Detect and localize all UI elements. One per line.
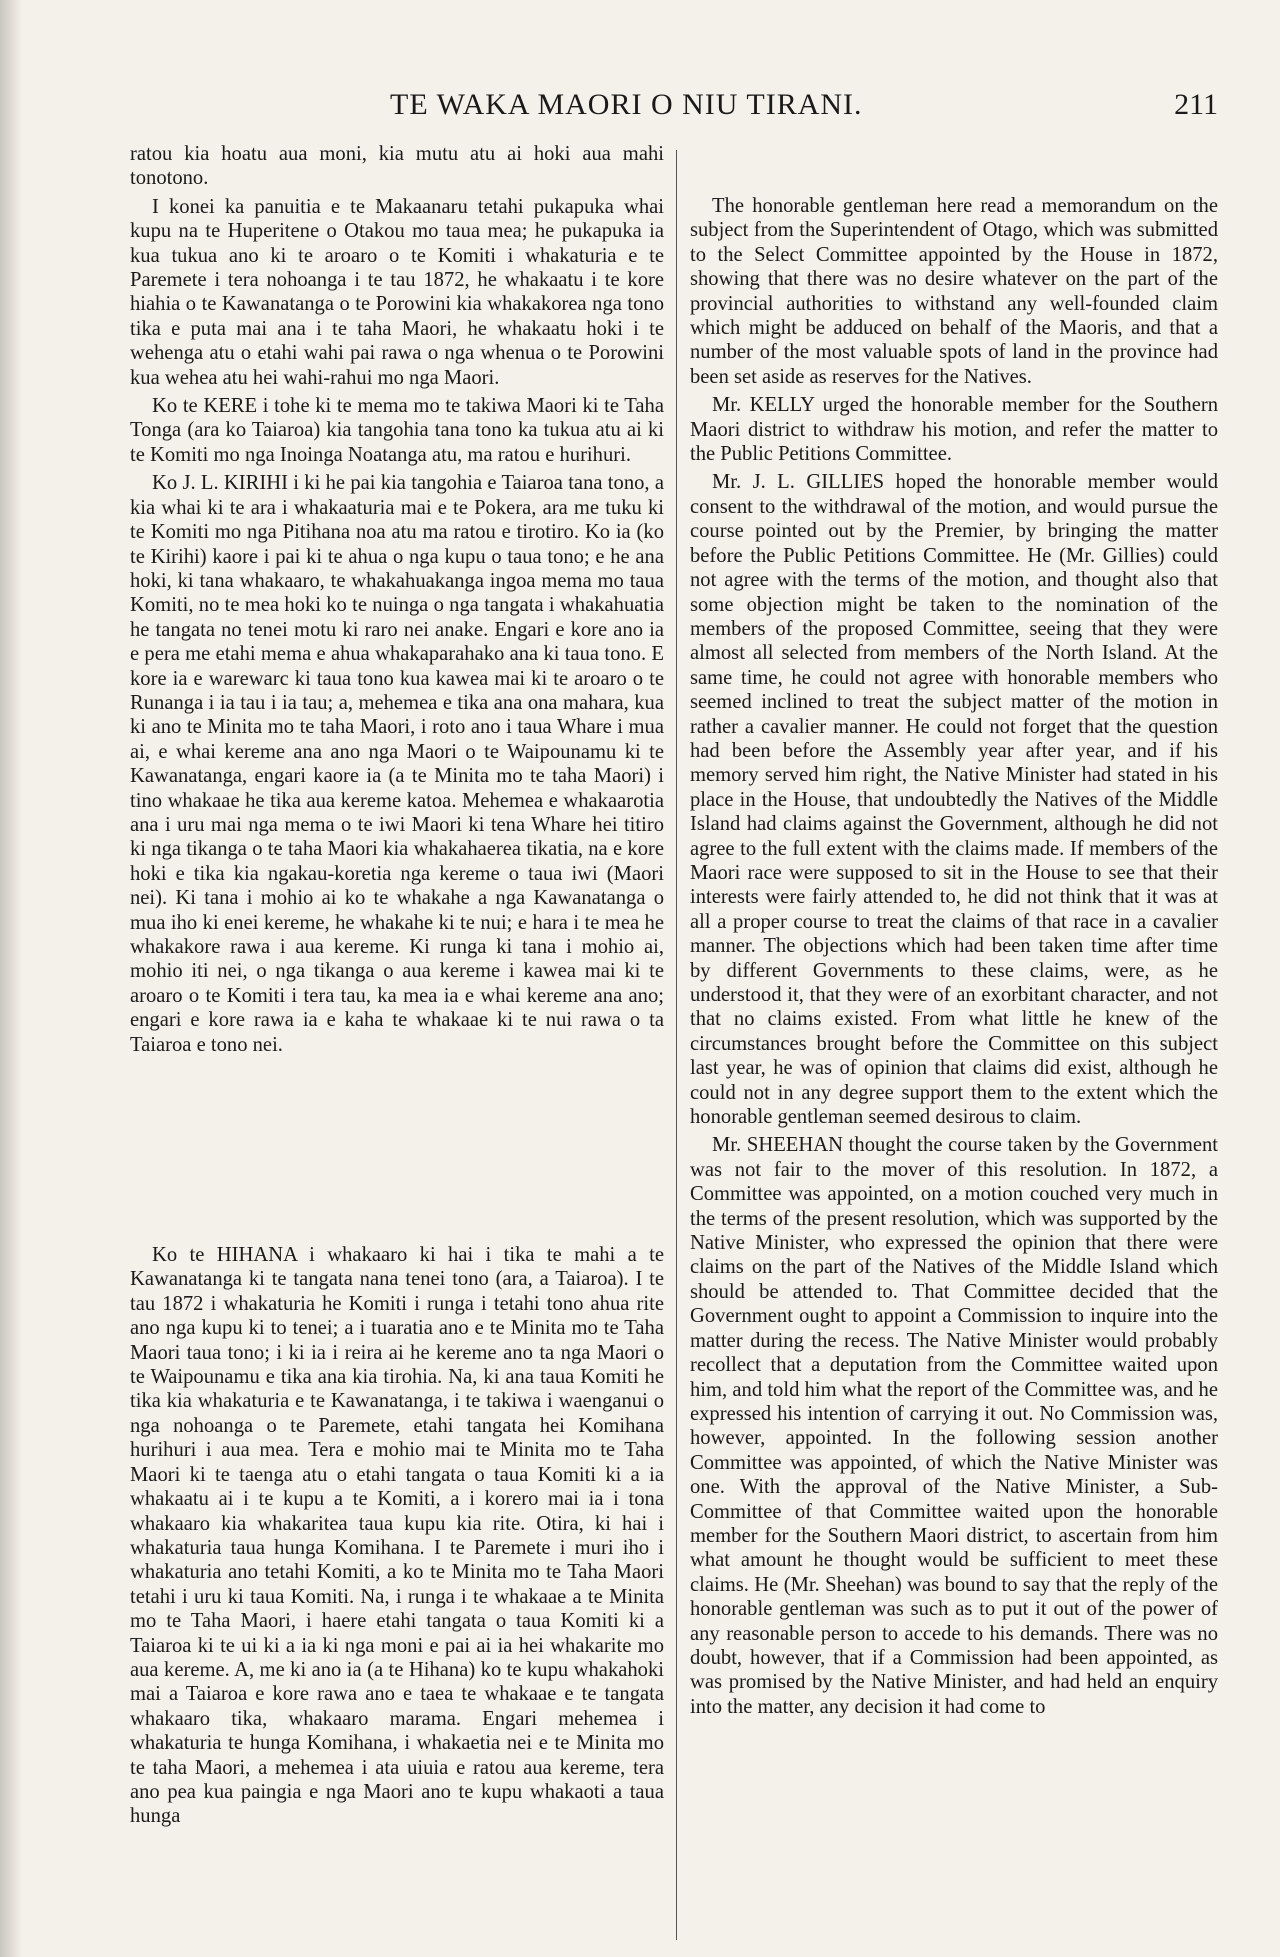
english-paragraph-1: The honorable gentleman here read a memorandum on the subject from the Superintendent of Otago, which was submitted to the Select Committee appointed by the House in 1872, showing that there was no desire whatever on the part of the provincial authorities to withstand any well-founded claim which might be adduced on behalf of the Maoris, and that a number of the most valuable spots of land in the province had been set aside as reserves for the Natives. bbox=[690, 195, 1218, 388]
page-header bbox=[130, 88, 1230, 128]
column-spacer bbox=[690, 142, 1218, 194]
english-paragraph-4: Mr. SHEEHAN thought the course taken by the Government was not fair to the mover of this resolution. In 1872, a Committee was appointed, on a motion couched very much in the terms of the present resolution, which was supported by the Native Minister, who expressed the opinion that there were claims on the part of the Natives of the Middle Island which should be attended to. That Committee decided that the Government ought to appoint a Commission to inquire into the matter during the recess. The Native Minister would probably recollect that a deputation from the Committee waited upon him, and told him what the report of the Committee was, and he expressed his intention of carrying it out. No Commission was, however, appointed. In the following session another Committee was appointed, of which the Native Minister was one. With the approval of the Native Minister, a Sub-Committee of that Committee waited upon the honorable member for the Southern Maori district, to ascertain from him what amount he thought would be sufficient to meet these claims. He (Mr. Sheehan) was bound to say that the reply of the honorable gentleman was such as to put it out of the power of any reasonable person to accede to his demands. There was no doubt, however, that if a Commission had been appointed, as was promised by the Native Minister, and had held an enquiry into the matter, any decision it had come to bbox=[690, 1134, 1218, 1718]
running-title: TE WAKA MAORI O NIU TIRANI. bbox=[390, 88, 863, 121]
english-paragraph-3: Mr. J. L. GILLIES hoped the honorable member would consent to the withdrawal of the motion, and would pursue the course pointed out by the Premier, by bringing the matter before the Public Petitions Committee. He (Mr. Gillies) could not agree with the terms of the motion, and thought also that some objection might be taken to the nomination of the members of the proposed Committee, seeing that they were almost all selected from members of the North Island. At the same time, he could not agree with honorable members who seemed inclined to treat the subject matter of the motion in rather a cavalier manner. He could not forget that the question had been before the Assembly year after year, and if his memory served him right, the Native Minister had stated in his place in the House, that undoubtedly the Natives of the Middle Island had claims against the Government, although he did not agree to the full extent with the claims made. If members of the Maori race were supposed to sit in the House to see that their interests were fairly attended to, he did not think that it was at all a proper course to treat the claims of that race in a cavalier manner. The objections which had been taken time after time by different Governments to these claims, were, as he understood it, that they were of an exorbitant character, and not that no claims existed. From what little he knew of the circumstances brought before the Committee on this subject last year, he was of opinion that claims did exist, although he could not in any degree support them to the extent which the honorable gentleman seemed desirous to claim. bbox=[690, 471, 1218, 1129]
english-text-column bbox=[690, 142, 1218, 1723]
english-paragraph-2: Mr. KELLY urged the honorable member for the Southern Maori district to withdraw his motion, and refer the matter to the Public Petitions Committee. bbox=[690, 394, 1218, 466]
maori-paragraph-4: Ko J. L. KIRIHI i ki he pai kia tangohia e Taiaroa tana tono, a kia whai ki te ara i whakaaturia mai e te Pokera, ara me tuku ki te Komiti mo nga Pitihana noa atu ma ratou e tirotiro. Ko ia (ko te Kirihi) kaore i pai ki te ahua o nga kupu o taua tono; e he ana hoki, ki tana whakaaro, te whakahuakanga ingoa mema mo taua Komiti, no te mea hoki ko te nuinga o nga tangata i whakahuatia he tangata no tenei motu ki raro nei anake. Engari e kore ano ia e pera me etahi mema e ahua whakaparahako ana ki taua tono. E kore ia e warewarc ki taua tono kua kawea mai ki te aroaro o te Runanga i ia tau i ia tau; a, mehemea e tika ana ona mahara, kua ki ano te Minita mo te taha Maori, i roto ano i taua Whare i mua ai, e whai kereme ana ano nga Maori o te Waipounamu ki te Kawanatanga, engari kaore ia (a te Minita mo te taha Maori) i tino whakaae he tika aua kereme katoa. Mehemea e whakaarotia ana i uru mai nga mema o te iwi Maori ki tena Whare hei titiro ki nga tikanga o te taha Maori kia whakahaerea tikatia, na e kore hoki e tika kia ngakau-koretia nga kereme o taua iwi (Maori nei). Ki tana i mohio ai ko te whakahe a nga Kawanatanga o mua iho ki enei kereme, he whakahe ki te nui; e hara i te mea he whakakore rawa i aua kereme. Ki runga ki tana i mohio ai, mohio iti nei, o nga tikanga o aua kereme i kawea mai ki te aroaro o te Komiti i tera tau, ka mea ia e whai kereme ana ano; engari e kore rawa ia e kaha te whakaae ki te nui rawa o ta Taiaroa e tono nei. bbox=[130, 472, 664, 1056]
page-number: 211 bbox=[1174, 88, 1218, 121]
maori-paragraph-2: I konei ka panuitia e te Makaanaru tetahi pukapuka whai kupu na te Huperitene o Otakou mo taua mea; he pukapuka ia kua tukua ano ki te aroaro o te Komiti i whakaturia e te Paremete i tera nohoanga i te tau 1872, he whakaatu i te kore hiahia o te Kawanatanga o te Porowini kia whakakorea nga tono tika e puta mai ana i te taha Maori, he whakaatu hoki i te wehenga atu o etahi wahi pai rawa o nga whenua o te Porowini kua wehea atu hei wahi-rahui mo nga Maori. bbox=[130, 195, 664, 389]
maori-paragraph-5: Ko te HIHANA i whakaaro ki hai i tika te mahi a te Kawanatanga ki te tangata nana tenei tono (ara, a Taiaroa). I te tau 1872 i whakaturia he Komiti i runga i tetahi tono ahua rite ano nga kupu ki to tenei; a i tuaratia ano e te Minita mo te Taha Maori taua tono; i ki ia i reira ai he kereme ano ta nga Maori o te Waipounamu e tika ana kia tirohia. Na, ki ana taua Komiti he tika kia whakaturia e te Kawanatanga, i te takiwa i waenganui o nga nohoanga o te Paremete, etahi tangata hei Komihana hurihuri i aua mea. Tera e mohio mai te Minita mo te Taha Maori ki te taenga atu o etahi tangata o taua Komiti ki a ia whakaatu ai i te kupu a te Komiti, a i korero mai ia i tona whakaaro kia whakaritea taua kupu kia rite. Otira, ki hai i whakaturia taua hunga Komihana. I te Paremete i muri iho i whakaturia ano tetahi Komiti, a ko te Minita mo te Taha Maori tetahi i uru ki taua Komiti. Na, i runga i te whakaae a te Minita mo te Taha Maori, i haere etahi tangata o taua Komiti ki a Taiaroa ki te ui ki a ia ki nga moni e pai ai ia hei whakarite mo aua kereme. A, me ki ano ia (a te Hihana) ko te kupu whakahoki mai a Taiaroa e kore rawa ano e taea te whakaae e te tangata whakaaro tika, whakaaro marama. Engari mehemea i whakaturia te hunga Komihana, i whakaetia nei e te Minita mo te taha Maori, a mehemea i ata uiuia e ratou aua kereme, tera ano pea kua paingia e nga Maori ano te kupu whakaoti a taua hunga bbox=[130, 1244, 664, 1828]
maori-paragraph-1: ratou kia hoatu aua moni, kia mutu atu ai hoki aua mahi tonotono. bbox=[130, 143, 664, 190]
maori-paragraph-3: Ko te KERE i tohe ki te mema mo te takiwa Maori ki te Taha Tonga (ara ko Taiaroa) kia tangohia tana tono ka tukua atu ai ki te Komiti mo nga Inoinga Noatanga atu, ma ratou e hurihuri. bbox=[130, 395, 664, 466]
column-spacer bbox=[130, 1061, 664, 1243]
maori-text-column bbox=[130, 142, 664, 1833]
page-edge-shadow bbox=[0, 0, 22, 1957]
column-divider bbox=[676, 150, 677, 1940]
